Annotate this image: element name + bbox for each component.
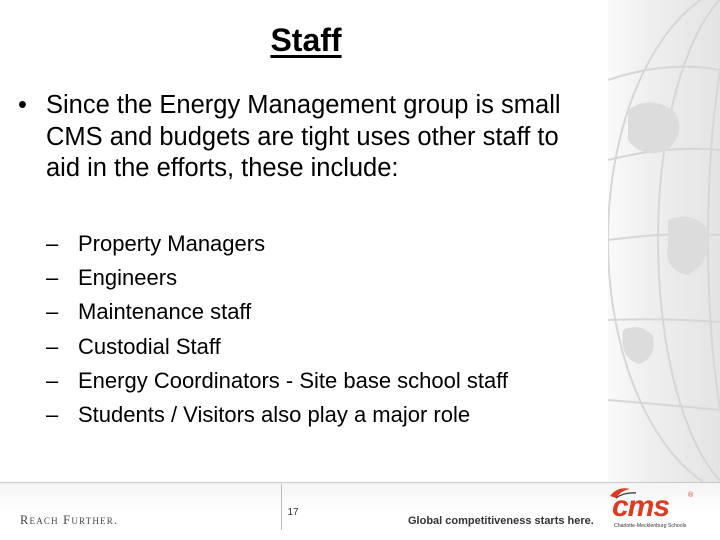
sub-bullet-text: Maintenance staff bbox=[78, 299, 252, 325]
slide-title: Staff bbox=[270, 22, 342, 58]
sub-bullet-text: Energy Coordinators - Site base school staff bbox=[78, 367, 509, 393]
dash: – bbox=[46, 402, 59, 428]
sub-bullet-text: Engineers bbox=[78, 265, 178, 291]
sub-bullet-item bbox=[46, 398, 606, 432]
main-bullet bbox=[18, 90, 598, 185]
footer-tagline: Global competitiveness starts here. bbox=[408, 515, 594, 527]
sub-bullet-list bbox=[46, 227, 606, 432]
dash: – bbox=[46, 367, 59, 393]
dash: – bbox=[46, 231, 59, 256]
sub-bullet-item bbox=[46, 227, 606, 261]
sub-bullet-item bbox=[46, 364, 606, 398]
logo-registered-mark: ® bbox=[688, 492, 694, 499]
page-number: 17 bbox=[287, 507, 299, 518]
dash: – bbox=[46, 333, 59, 359]
cms-logo bbox=[612, 488, 696, 534]
main-bullet-text: Since the Energy Management group is small CMS and budgets are tight uses other staff to aid in the efforts, these include: bbox=[46, 91, 561, 182]
reach-further-slogan: Reach Further. bbox=[20, 513, 119, 527]
sub-bullet-item bbox=[46, 295, 606, 329]
logo-subtitle: Charlotte-Mecklenburg Schools bbox=[614, 523, 687, 529]
dash: – bbox=[46, 265, 59, 291]
logo-wordmark: cms bbox=[612, 490, 670, 523]
bullet-dot: • bbox=[18, 91, 27, 119]
sub-bullet-item bbox=[46, 261, 606, 295]
dash: – bbox=[46, 299, 59, 325]
globe-background bbox=[608, 0, 720, 482]
sub-bullet-item bbox=[46, 330, 606, 364]
sub-bullet-text: Custodial Staff bbox=[78, 333, 221, 359]
sub-bullet-text: Students / Visitors also play a major role bbox=[78, 402, 471, 428]
footer-divider bbox=[0, 482, 720, 483]
globe-graphic-icon bbox=[608, 0, 720, 482]
sub-bullet-text: Property Managers bbox=[78, 231, 266, 256]
